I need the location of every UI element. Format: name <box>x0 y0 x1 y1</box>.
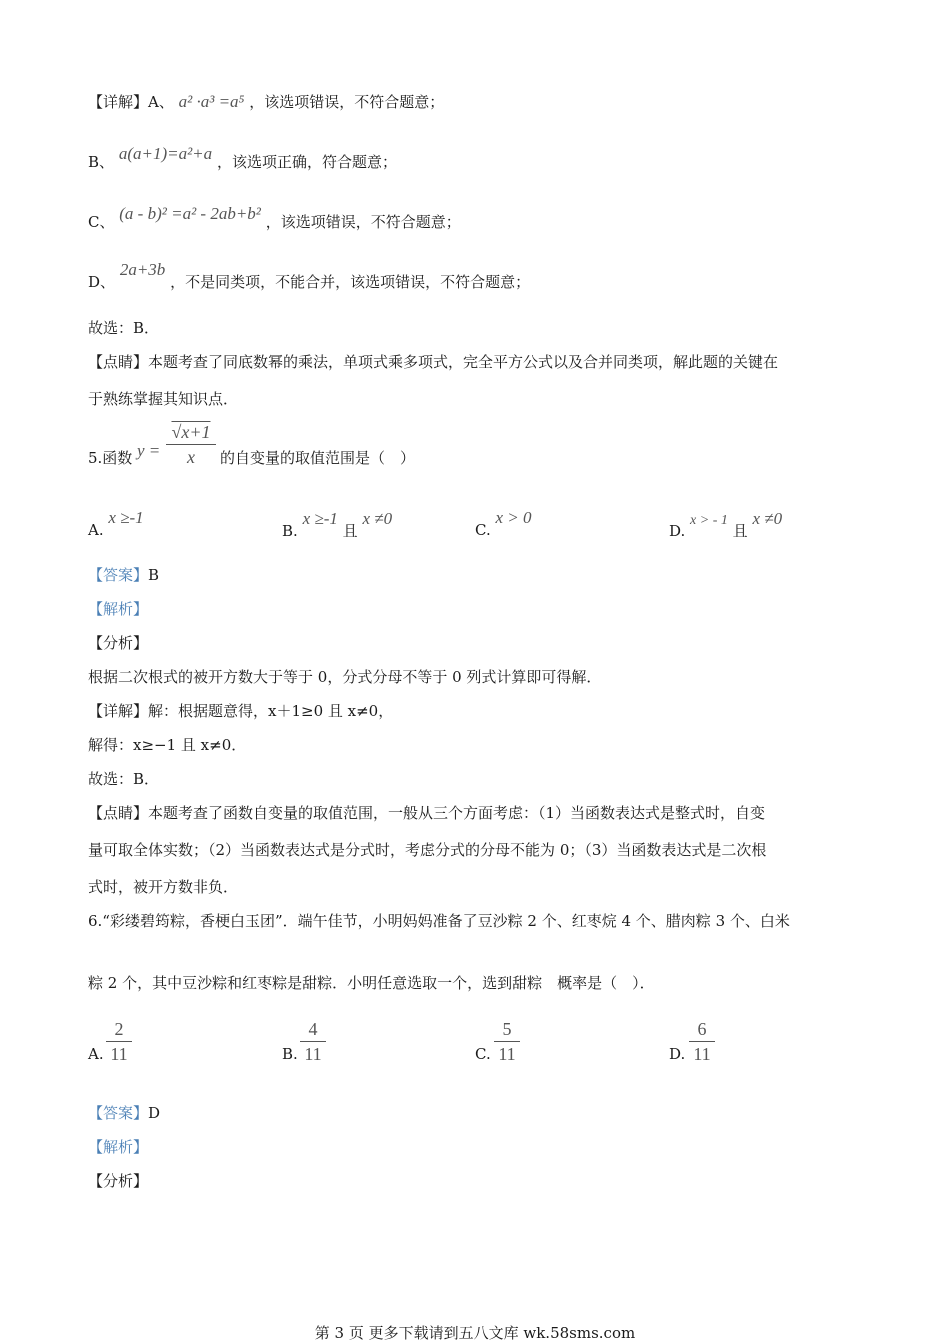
q6-option-d-label: D. <box>669 1045 686 1063</box>
q6-answer-text-value: D <box>148 1104 161 1122</box>
q4-c-label: C、 <box>88 213 115 231</box>
q5-analysis-heading: 【解析】 <box>88 600 149 618</box>
q5-detail: 【详解】解：根据题意得，x＋1≥0 且 x≠0， <box>88 702 394 720</box>
q4-d-label: D、 <box>88 273 116 291</box>
q6-stem-line1: 6.“彩缕碧筠粽，香梗白玉团”．端午佳节，小明妈妈准备了豆沙粽 2 个、红枣烷 4 个、腊肉粽 3 个、白米 <box>88 912 790 930</box>
q5-comment-line2: 量可取全体实数；（2）当函数表达式是分式时，考虑分式的分母不能为 0；（3）当函数表达式是二次根 <box>88 841 767 859</box>
q6-option-b-num: 4 <box>308 1019 318 1039</box>
q6-option-c-num: 5 <box>502 1019 512 1039</box>
q6-option-c-label: C. <box>475 1045 491 1063</box>
q6-option-a-num: 2 <box>114 1019 124 1039</box>
q6-option-d-fraction <box>689 1019 715 1064</box>
q4-comment-line2: 于熟练掌握其知识点． <box>88 390 239 408</box>
q4-b-math: a(a+1)=a²+a <box>118 144 213 163</box>
q6-option-a-bar <box>106 1041 132 1042</box>
q4-option-c-line <box>88 204 461 232</box>
q5-fraction-bar <box>166 444 216 445</box>
q6-analyze-heading: 【分析】 <box>88 1172 149 1190</box>
q4-d-math: 2a+3b <box>119 260 166 279</box>
q5-option-a <box>88 508 144 540</box>
q5-option-a-math: x ≥-1 <box>108 508 144 527</box>
q5-answer-text-value: B <box>148 566 160 584</box>
q4-a-math: a² ·a³ =a⁵ <box>178 92 245 111</box>
q6-option-b-bar <box>300 1041 326 1042</box>
q5-option-d-math: x > - 1 <box>690 513 728 528</box>
q6-option-c-fraction <box>494 1019 520 1064</box>
q6-option-b-fraction <box>300 1019 326 1064</box>
q6-answer-text-heading: 【答案】 <box>88 1104 149 1122</box>
q4-detail-prefix: 【详解】A、 <box>88 93 174 111</box>
q4-option-d-line <box>88 260 531 292</box>
q6-option-c-bar <box>494 1041 520 1042</box>
q4-d-text: ，不是同类项，不能合并，该选项错误，不符合题意； <box>170 273 531 291</box>
q4-option-a-line <box>88 92 444 112</box>
q5-answer <box>88 565 159 585</box>
q5-answer-text <box>88 566 159 584</box>
q6-option-a-den: 11 <box>110 1044 128 1064</box>
q5-option-b-math: x ≥-1 <box>302 509 338 528</box>
q6-option-b-label: B. <box>282 1045 298 1063</box>
q5-numerator: √x+1 <box>171 422 211 442</box>
q4-option-b-line <box>88 144 397 172</box>
q5-option-a-label: A. <box>88 521 104 539</box>
q5-option-b-label: B. <box>282 522 298 540</box>
q5-stem-suffix: 的自变量的取值范围是（ ） <box>220 449 416 467</box>
q4-conclusion: 故选：B． <box>88 319 160 337</box>
q6-option-a-fraction <box>106 1019 132 1064</box>
q5-option-d-mid: 且 <box>732 522 748 540</box>
q4-b-label: B、 <box>88 153 115 171</box>
q6-analysis-heading: 【解析】 <box>88 1138 149 1156</box>
q5-option-c-math: x > 0 <box>495 508 532 527</box>
q6-option-a-label: A. <box>88 1045 104 1063</box>
q6-option-d-bar <box>689 1041 715 1042</box>
q5-comment-line1: 【点睛】本题考查了函数自变量的取值范围，一般从三个方面考虑：（1）当函数表达式是整式时，自变 <box>88 804 766 822</box>
page-footer: 第 3 页 更多下载请到五八文库 wk.58sms.com <box>314 1324 636 1342</box>
q4-comment-line1: 【点睛】本题考查了同底数幂的乘法，单项式乘多项式，完全平方公式以及合并同类项，解此题的关键在 <box>88 353 779 371</box>
q5-option-d-label: D. <box>669 522 686 540</box>
q5-y-eq: y = <box>137 441 161 460</box>
q5-option-d <box>669 509 783 541</box>
q5-option-d-math2: x ≠0 <box>752 509 783 528</box>
q6-option-d-num: 6 <box>697 1019 707 1039</box>
q5-fraction <box>166 422 216 467</box>
q4-c-text: ，该选项错误，不符合题意； <box>265 213 461 231</box>
q6-option-d-den: 11 <box>693 1044 711 1064</box>
q6-option-b-den: 11 <box>304 1044 322 1064</box>
q5-option-c <box>475 508 532 540</box>
q6-answer <box>88 1103 160 1123</box>
q5-answer-text-heading: 【答案】 <box>88 566 149 584</box>
q4-c-math: (a - b)² =a² - 2ab+b² <box>119 204 261 223</box>
q5-option-b <box>282 509 393 541</box>
q4-b-text: ，该选项正确，符合题意； <box>216 153 397 171</box>
q6-answer-text <box>88 1104 160 1122</box>
q5-analyze-heading: 【分析】 <box>88 634 149 652</box>
q5-stem-prefix: 5.函数 <box>88 449 133 467</box>
q5-analyze-text: 根据二次根式的被开方数大于等于 0，分式分母不等于 0 列式计算即可得解． <box>88 668 602 686</box>
q5-option-b-mid: 且 <box>342 522 358 540</box>
q5-solve: 解得：x≥−1 且 x≠0． <box>88 736 247 754</box>
q5-denominator: x <box>187 447 195 467</box>
q5-comment-line3: 式时，被开方数非负． <box>88 878 239 896</box>
q4-a-text: ，该选项错误，不符合题意； <box>249 93 445 111</box>
q5-option-c-label: C. <box>475 521 491 539</box>
q5-option-b-math2: x ≠0 <box>362 509 393 528</box>
q5-conclusion: 故选：B． <box>88 770 160 788</box>
q6-option-c-den: 11 <box>498 1044 516 1064</box>
q6-stem-line2: 粽 2 个，其中豆沙粽和红枣粽是甜粽．小明任意选取一个，选到甜粽 概率是（ ）． <box>88 974 655 992</box>
